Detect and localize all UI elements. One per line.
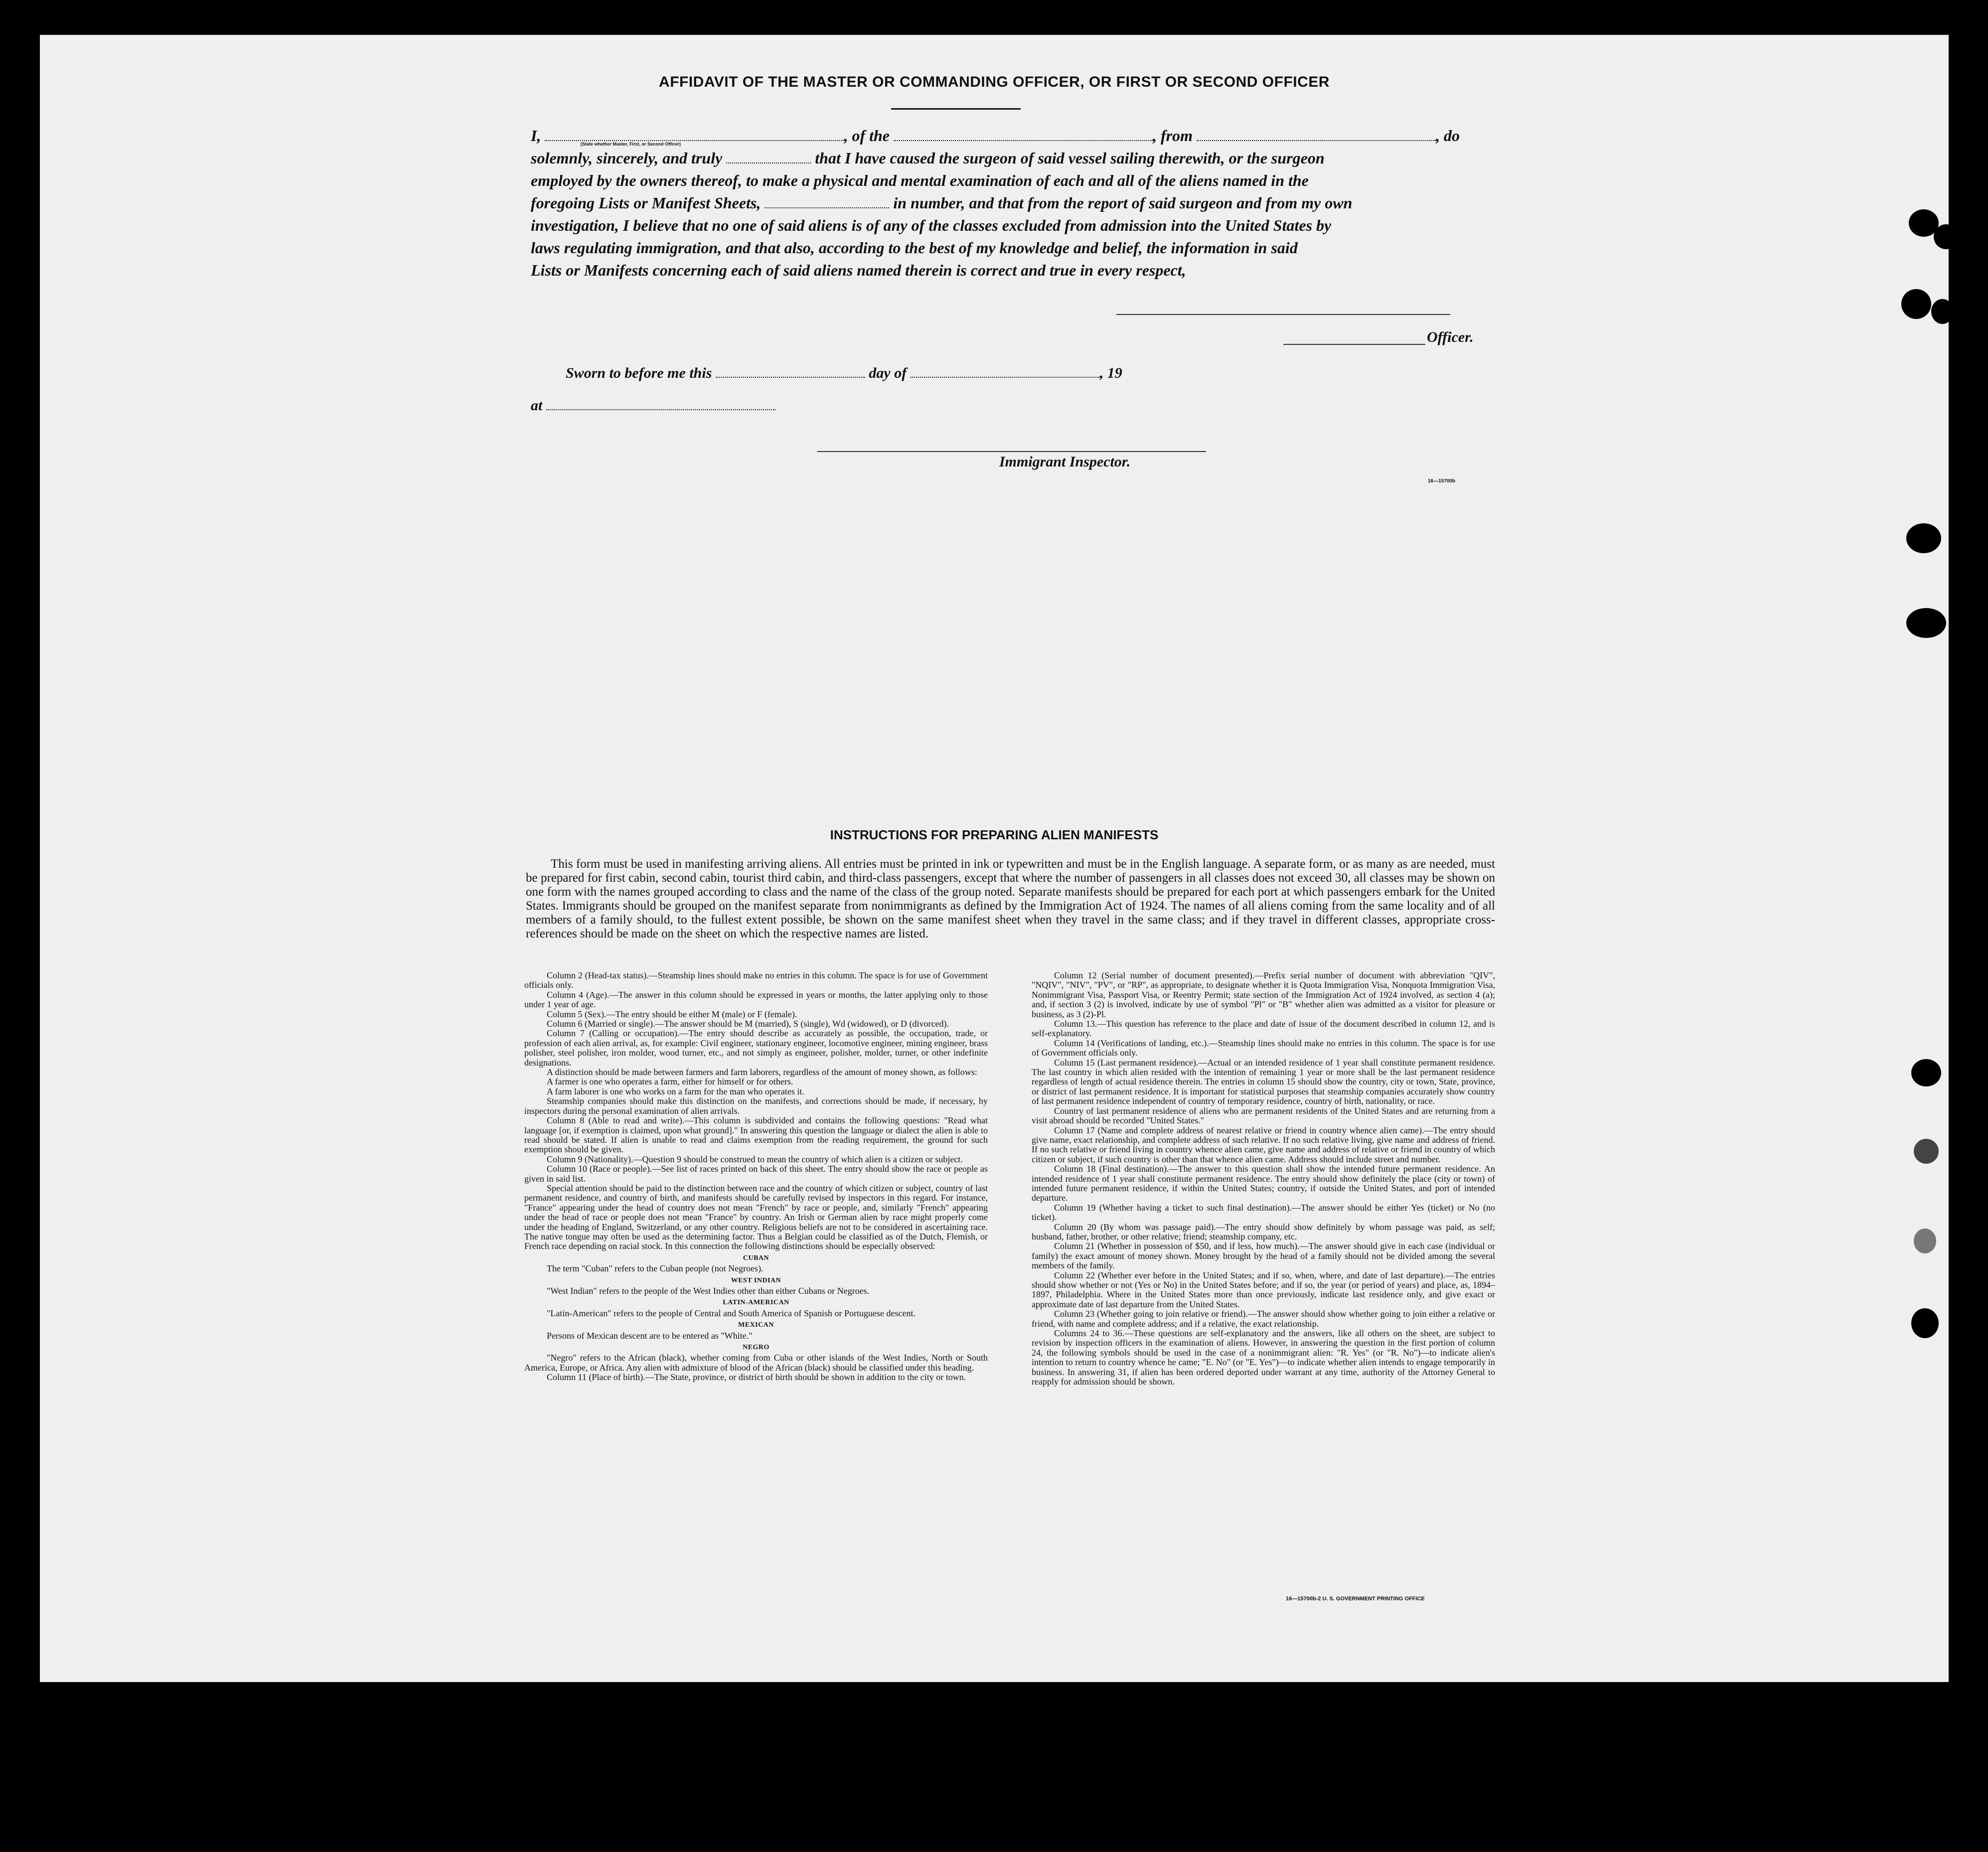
instruction-paragraph: Column 18 (Final destination).—The answer to this question shall show the intended future permanent residence. An intended residence of 1 year shall constitute permanent residence. The entry should show definitely the place (city or town) of intended future permanent residence, if within the United States; country, if outside the United States, and port of intended departure.: [1032, 1164, 1495, 1203]
race-heading: WEST INDIAN: [731, 1276, 781, 1284]
form-code: 16—15700b: [1428, 478, 1456, 484]
manifest-page: [40, 35, 1949, 1682]
officer-rank-field[interactable]: [545, 126, 844, 141]
affidavit-line-5: investigation, I believe that no one of said aliens is of any of the classes excluded from admission into the United States by: [531, 216, 1332, 234]
instruction-paragraph: A distinction should be made between farmers and farm laborers, regardless of the amount of money shown, as follows:: [547, 1067, 977, 1078]
race-heading: MEXICAN: [738, 1321, 774, 1329]
instruction-paragraph: Column 11 (Place of birth).—The State, province, or district of birth should be shown in addition to the city or town.: [547, 1372, 966, 1383]
binder-hole: [1914, 1229, 1936, 1253]
instruction-paragraph: Column 7 (Calling or occupation).—The entry should describe as accurately as possible, the occupation, trade, or profession of each alien arrival, as, for example: Civil engineer, stationary engineer, locomotive engineer, mining engineer, brass polisher, steel polisher, iron molder, wood turner, etc., and not simply as engineer, polisher, molder, turner, or other indefinite designations.: [524, 1028, 988, 1068]
instruction-paragraph: Column 10 (Race or people).—See list of races printed on back of this sheet. The entry should show the race or people as given in said list.: [524, 1164, 988, 1184]
affidavit-line-4: [531, 192, 1493, 214]
race-definition: Persons of Mexican descent are to be entered as "White.": [547, 1330, 753, 1341]
affidavit-text: I,: [531, 127, 541, 145]
race-heading: LATIN-AMERICAN: [723, 1299, 789, 1307]
instruction-paragraph: Column 4 (Age).—The answer in this column should be expressed in years or months, the latter applying only to those under 1 year of age.: [524, 989, 988, 1010]
port-from-field[interactable]: [1197, 126, 1436, 141]
affidavit-line-1: [531, 125, 1493, 147]
affidavit-text: , of the: [844, 127, 890, 145]
title-underline: [891, 108, 1021, 110]
binder-hole: [1931, 299, 1954, 324]
binder-hole: [1906, 608, 1946, 638]
affidavit-body: [531, 125, 1493, 282]
instruction-paragraph: Columns 24 to 36.—These questions are self-explanatory and the answers, like all others on the sheet, are subject to revision by inspection officers in the examination of aliens. However, in answering the question in the first portion of column 24, the following symbols should be used in the case of a nonimmigrant alien: "R. Yes" (or "R. No")—to indicate alien's intention to return to country whence he came; "E. No" (or "E. Yes")—to indicate whether alien intends to engage temporarily in business. In answering 31, if alien has been ordered deported under warrant at any time, authority of the Attorney General to reapply for admission should be shown.: [1032, 1328, 1495, 1387]
affidavit-line-2: [531, 147, 1493, 169]
inspector-label: Immigrant Inspector.: [999, 454, 1131, 470]
binder-hole: [1901, 289, 1931, 319]
sworn-line: [566, 363, 1122, 382]
binder-hole: [1911, 1059, 1941, 1086]
instructions-title: INSTRUCTIONS FOR PREPARING ALIEN MANIFESTS: [830, 827, 1159, 842]
inspector-signature-line[interactable]: [817, 451, 1206, 452]
affidavit-text: that I have caused the surgeon of said vessel sailing therewith, or the surgeon: [815, 149, 1325, 167]
sworn-month-field[interactable]: [911, 363, 1100, 378]
oath-field[interactable]: [726, 149, 811, 163]
affidavit-text: foregoing Lists or Manifest Sheets,: [531, 194, 761, 212]
instruction-paragraph: Column 13.—This question has reference to the place and date of issue of the document described in column 12, and is self-explanatory.: [1032, 1019, 1495, 1039]
affidavit-text: solemnly, sincerely, and truly: [531, 149, 723, 167]
race-definition: "Latin-American" refers to the people of Central and South America of Spanish or Portuguese descent.: [547, 1308, 916, 1318]
binder-hole: [1934, 224, 1959, 249]
instructions-left-column: [524, 971, 988, 1383]
sworn-at-line: [531, 395, 775, 414]
instruction-paragraph: Column 8 (Able to read and write).—This column is subdivided and contains the following questions: "Read what language [or, if exemption is claimed, upon what ground]." In answering this question the language or dialect the alien is able to read should be stated. If alien is unable to read and claims exemption from the reading requirement, the ground for such exemption should be given.: [524, 1115, 988, 1155]
affidavit-text: , from: [1153, 127, 1193, 145]
printing-office-code: 16—15700b-2 U. S. GOVERNMENT PRINTING OFFICE: [1286, 1596, 1425, 1602]
vessel-name-field[interactable]: [894, 126, 1153, 141]
race-heading: NEGRO: [743, 1344, 769, 1352]
binder-hole: [1911, 1308, 1939, 1338]
instruction-paragraph: Column 15 (Last permanent residence).—Actual or an intended residence of 1 year shall constitute permanent residence. The last country in which alien resided with the intention of remaining 1 year or more shall be the last permanent residence regardless of length of actual residence therein. The entries in column 15 should show the country, city or town, State, province, or district of last permanent residence. It is important for statistical purposes that steamship companies accurately show country of last permanent residence independent of country of temporary residence, country of birth, nationality, or race.: [1032, 1057, 1495, 1106]
instruction-paragraph: Column 12 (Serial number of document presented).—Prefix serial number of document with abbreviation "QIV", "NQIV", "NIV", "PV", or "RP", as appropriate, to designate whether it is Quota Immigration Visa, Nonquota Immigration Visa, Nonimmigrant Visa, Passport Visa, or Reentry Permit; state section of the Immigration Act of 1924 involved, as section 4 (a); and, if section 3 (2) is involved, indicate by use of symbol "Pl" or "B" whether alien was admitted as a visitor for pleasure or business, as 3 (2)-Pl.: [1032, 970, 1495, 1019]
affidavit-text: , do: [1436, 127, 1460, 145]
affidavit-text: in number, and that from the report of said surgeon and from my own: [893, 194, 1353, 212]
sworn-text: at: [531, 397, 543, 414]
instruction-paragraph: A farmer is one who operates a farm, either for himself or for others.: [547, 1077, 793, 1087]
instruction-paragraph: Column 6 (Married or single).—The answer should be M (married), S (single), Wd (widowed), or D (divorced).: [547, 1019, 949, 1029]
instructions-intro: This form must be used in manifesting arriving aliens. All entries must be printed in ink or typewritten and must be in the English language. A separate form, or as many as are needed, must be prepared for first cabin, second cabin, tourist third cabin, and third-class passengers, except that where the number of passengers in all classes does not exceed 30, all classes may be shown on one form with the names grouped according to class and the name of the class of the group noted. Separate manifests should be prepared for each port at which passengers embark for the United States. Immigrants should be grouped on the manifest separate from nonimmigrants as defined by the Immigration Act of 1924. The names of all aliens coming from the same locality and of all members of a family should, to the fullest extent possible, be shown on the same manifest sheet when they travel in the same class; and if they travel in different classes, appropriate cross-references should be made on the sheet on which the respective names are listed.: [526, 857, 1495, 940]
affidavit-line-6: laws regulating immigration, and that also, according to the best of my knowledge and belief, the information in said: [531, 239, 1298, 257]
instruction-paragraph: A farm laborer is one who works on a farm for the man who operates it.: [547, 1086, 804, 1096]
binder-hole: [1906, 523, 1941, 553]
sworn-day-field[interactable]: [716, 363, 865, 378]
sworn-text: , 19: [1099, 365, 1122, 381]
instruction-paragraph: Column 2 (Head-tax status).—Steamship lines should make no entries in this column. The space is for use of Government officials only.: [524, 970, 988, 990]
instructions-right-column: [1032, 971, 1495, 1387]
instruction-paragraph: Column 23 (Whether going to join relative or friend).—The answer should show whether going to join either a relative or friend, with name and complete address; and if a relative, the exact relationship.: [1032, 1309, 1495, 1329]
race-definition: The term "Cuban" refers to the Cuban people (not Negroes).: [547, 1263, 764, 1274]
race-heading: CUBAN: [743, 1254, 769, 1262]
instruction-paragraph: Column 9 (Nationality).—Question 9 should be construed to mean the country of which alien is a citizen or subject.: [547, 1154, 963, 1164]
instruction-paragraph: Column 17 (Name and complete address of nearest relative or friend in country whence alien came).—The entry should give name, exact relationship, and complete address of such relative. If no such relative living, give name and address of friend. If no such relative or friend living in country whence alien came, give name and address of relative or friend in country of which citizen or subject, if such country is other than that whence alien came. Address should include street and number.: [1032, 1125, 1495, 1164]
instruction-paragraph: Column 20 (By whom was passage paid).—The entry should show definitely by whom passage was paid, as self; husband, father, brother, or other relative; friend; steamship company, etc.: [1032, 1222, 1495, 1241]
binder-hole: [1914, 1139, 1939, 1164]
officer-title-line[interactable]: [1283, 344, 1425, 345]
sworn-text: day of: [869, 365, 907, 381]
instruction-paragraph: Column 5 (Sex).—The entry should be either M (male) or F (female).: [547, 1009, 797, 1019]
affidavit-title: AFFIDAVIT OF THE MASTER OR COMMANDING OFFICER, OR FIRST OR SECOND OFFICER: [659, 74, 1330, 90]
instruction-paragraph: Column 21 (Whether in possession of $50, and if less, how much).—The answer should give in each case (individual or family) the exact amount of money shown. Money brought by the head of a family should not be divided among the several members of the family.: [1032, 1241, 1495, 1271]
instruction-paragraph: Steamship companies should make this distinction on the manifests, and corrections should be made, if necessary, by inspectors during the personal examination of alien arrivals.: [524, 1096, 988, 1116]
instruction-paragraph: Column 14 (Verifications of landing, etc.).—Steamship lines should make no entries in this column. The space is for use of Government officials only.: [1032, 1038, 1495, 1058]
sheet-count-field[interactable]: [765, 193, 889, 208]
officer-label: Officer.: [1427, 329, 1474, 345]
officer-rank-hint: (State whether Master, First, or Second Officer): [581, 142, 681, 147]
affidavit-line-7: Lists or Manifests concerning each of said aliens named therein is correct and true in every respect,: [531, 261, 1186, 279]
affidavit-line-3: employed by the owners thereof, to make a physical and mental examination of each and all of the aliens named in the: [531, 171, 1309, 189]
instruction-paragraph: Special attention should be paid to the distinction between race and the country of which citizen or subject, country of last permanent residence, and country of birth, and manifests should be carefully revised by inspectors in this regard. For instance, "France" appearing under the head of country does not mean "French" by race or people, and, similarly "French" appearing under the head of race or people does not mean "France" by country. An Irish or German alien by race might properly come under the heading of England, Switzerland, or any other country. Religious beliefs are not to be considered in ascertaining race. The native tongue may often be used as the determining factor. Thus a Belgian could be classified as of the Dutch, Flemish, or French race depending on racial stock. In this connection the following distinctions should be especially observed:: [524, 1183, 988, 1251]
instruction-paragraph: Column 22 (Whether ever before in the United States; and if so, when, where, and date of last departure).—The entries should show whether or not (Yes or No) in the United States before; and if so, the year (or period of years) and place, as, 1894–1897, Philadelphia. Where in the United States more than once previously, indicate last residence only, and give exact or approximate date of last departure from the United States.: [1032, 1270, 1495, 1309]
instruction-paragraph: Column 19 (Whether having a ticket to such final destination).—The answer should be either Yes (ticket) or No (no ticket).: [1032, 1202, 1495, 1223]
race-definition: "West Indian" refers to the people of the West Indies other than either Cubans or Negroes.: [547, 1286, 870, 1296]
sworn-place-field[interactable]: [546, 395, 775, 410]
officer-signature-line[interactable]: [1116, 314, 1450, 315]
sworn-text: Sworn to before me this: [566, 365, 712, 381]
race-definition: "Negro" refers to the African (black), whether coming from Cuba or other islands of the West Indies, North or South America, Europe, or Africa. Any alien with admixture of blood of the African (black) should be classified under this heading.: [524, 1353, 988, 1373]
instruction-paragraph: Country of last permanent residence of aliens who are permanent residents of the United States and are returning from a visit abroad should be recorded "United States.": [1032, 1105, 1495, 1126]
